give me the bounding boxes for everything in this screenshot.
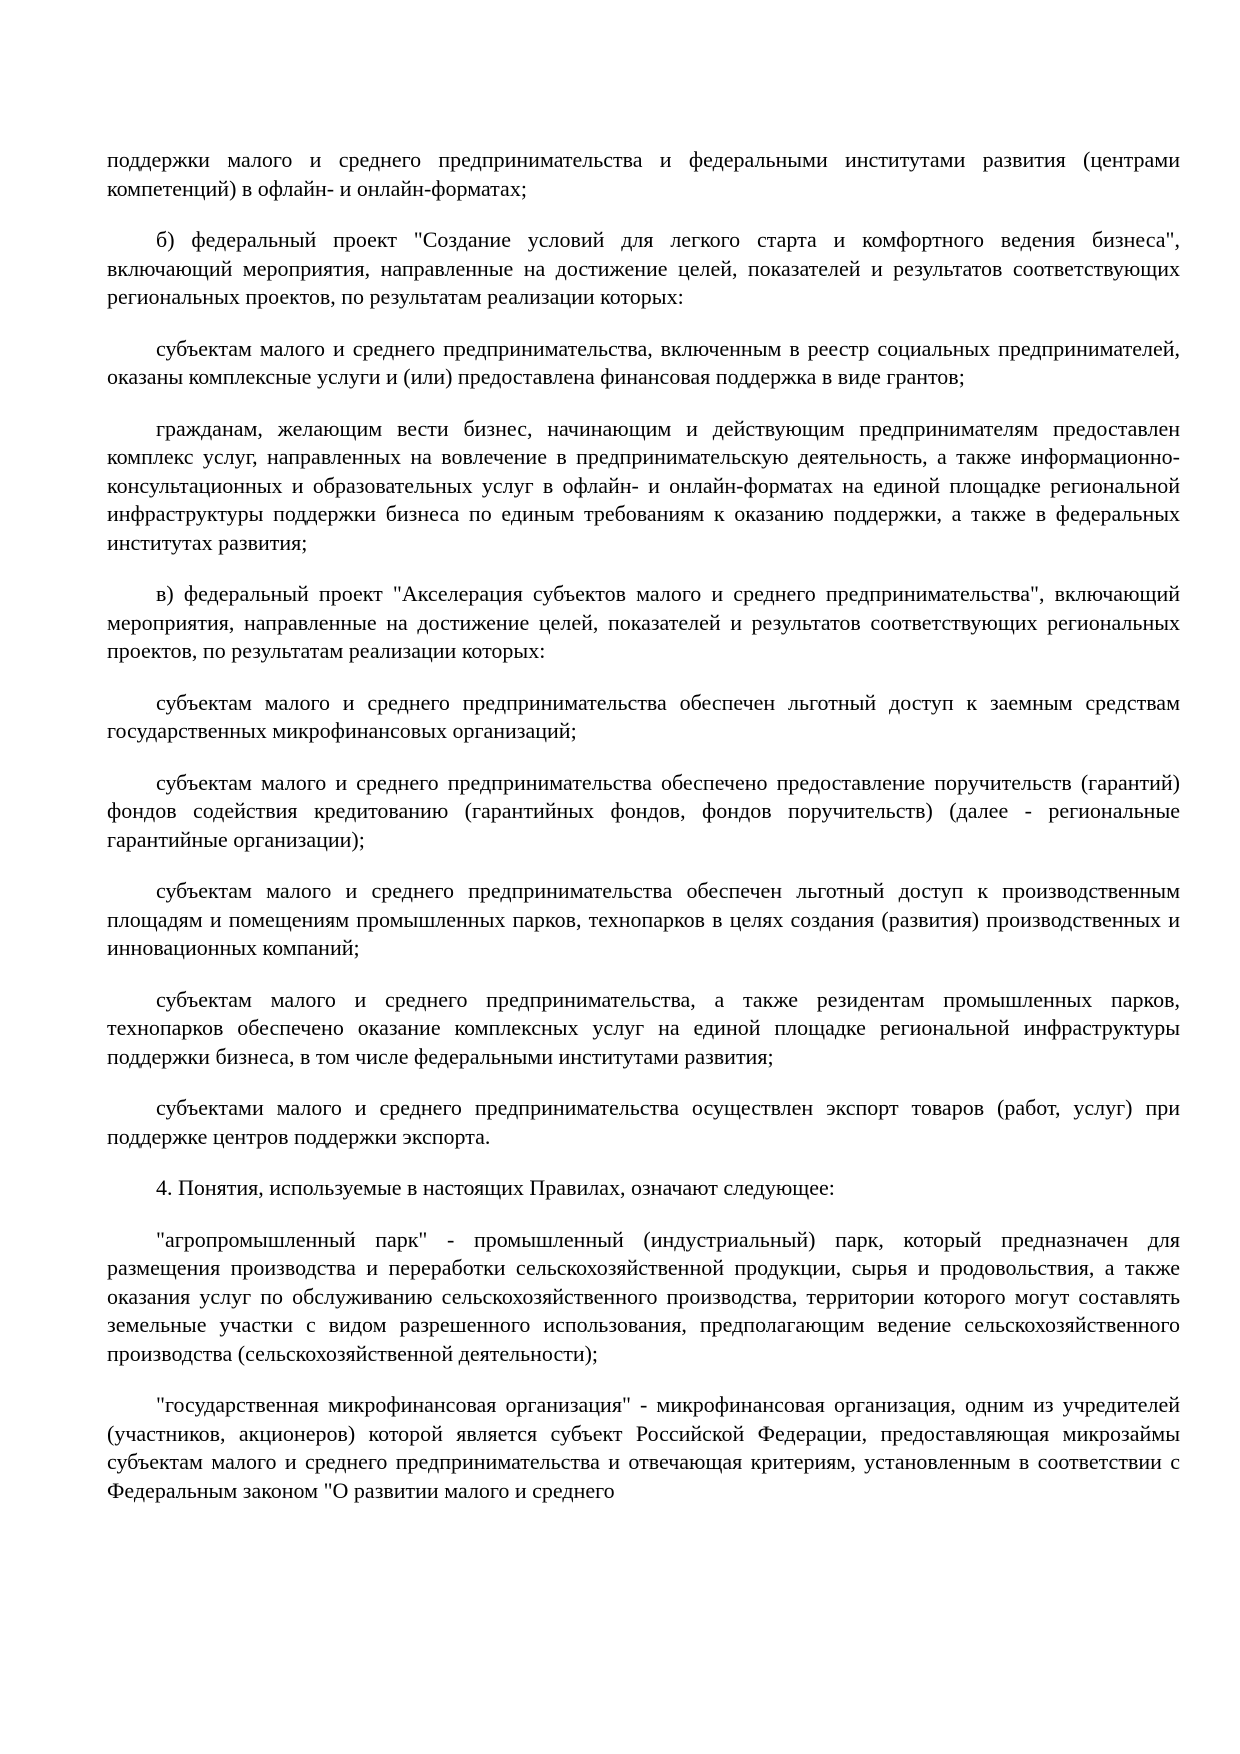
paragraph: субъектам малого и среднего предпринимательства обеспечен льготный доступ к заемным средствам государственных микрофинансовых организаций; (107, 689, 1180, 743)
paragraph: 4. Понятия, используемые в настоящих Правилах, означают следующее: (156, 1175, 835, 1200)
paragraph: "государственная микрофинансовая организация" - микрофинансовая организация, одним из учредителей (участников, акционеров) которой является субъект Российской Федерации, предоставляющая микрозаймы субъектам малого и среднего предпринимательства и отвечающая критериям, установленным в соответствии с Федеральным законом "О развитии малого и среднего (107, 1392, 1180, 1503)
paragraph: субъектам малого и среднего предпринимательства обеспечено предоставление поручительств (гарантий) фондов содействия кредитованию (гарантийных фондов, фондов поручительств) (далее - региональные гарантийные организации); (107, 769, 1180, 852)
paragraph: гражданам, желающим вести бизнес, начинающим и действующим предпринимателям предоставлен комплекс услуг, направленных на вовлечение в предпринимательскую деятельность, а также информационно-консультационных и образовательных услуг в офлайн- и онлайн-форматах на единой площадке региональной инфраструктуры поддержки бизнеса по единым требованиям к оказанию поддержки, а также в федеральных институтах развития; (107, 415, 1180, 555)
paragraph: субъектами малого и среднего предпринимательства осуществлен экспорт товаров (работ, услуг) при поддержке центров поддержки экспорта. (107, 1095, 1180, 1149)
paragraph: "агропромышленный парк" - промышленный (индустриальный) парк, который предназначен для размещения производства и переработки сельскохозяйственной продукции, сырья и продовольствия, а также оказания услуг по обслуживанию сельскохозяйственного производства, территории которого могут составлять земельные участки с видом разрешенного использования, предполагающим ведение сельскохозяйственного производства (сельскохозяйственной деятельности); (107, 1226, 1180, 1366)
paragraph: субъектам малого и среднего предпринимательства, а также резидентам промышленных парков, технопарков обеспечено оказание комплексных услуг на единой площадке региональной инфраструктуры поддержки бизнеса, в том числе федеральными институтами развития; (107, 986, 1180, 1069)
paragraph: субъектам малого и среднего предпринимательства, включенным в реестр социальных предпринимателей, оказаны комплексные услуги и (или) предоставлена финансовая поддержка в виде грантов; (107, 335, 1180, 389)
paragraph: поддержки малого и среднего предпринимательства и федеральными институтами развития (центрами компетенций) в офлайн- и онлайн-форматах; (107, 147, 1180, 201)
paragraph: в) федеральный проект "Акселерация субъектов малого и среднего предпринимательства", включающий мероприятия, направленные на достижение целей, показателей и результатов соответствующих региональных проектов, по результатам реализации которых: (107, 581, 1180, 663)
paragraph: субъектам малого и среднего предпринимательства обеспечен льготный доступ к производственным площадям и помещениям промышленных парков, технопарков в целях создания (развития) производственных и инновационных компаний; (107, 878, 1180, 960)
document-body (107, 146, 1180, 1528)
paragraph: б) федеральный проект "Создание условий для легкого старта и комфортного ведения бизнеса", включающий мероприятия, направленные на достижение целей, показателей и результатов соответствующих региональных проектов, по результатам реализации которых: (107, 227, 1180, 309)
